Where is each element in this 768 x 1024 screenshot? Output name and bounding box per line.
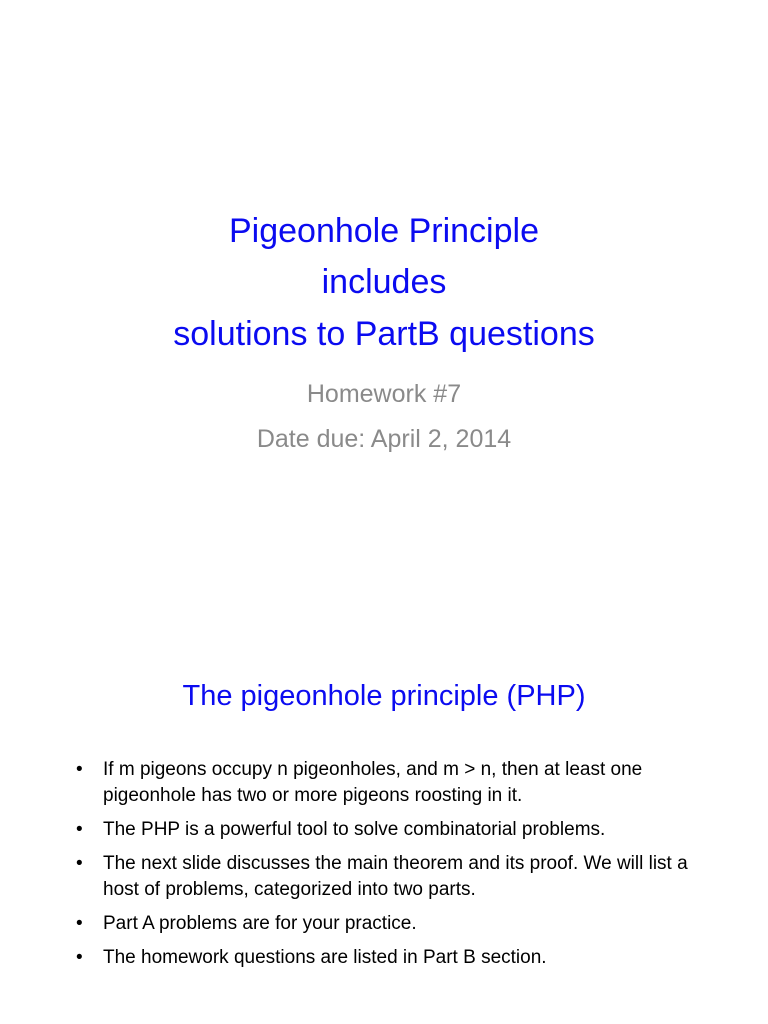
- bullet-icon: •: [76, 853, 83, 874]
- bullet-item: [76, 945, 716, 971]
- bullet-icon: •: [76, 913, 83, 934]
- due-date: Date due: April 2, 2014: [256, 425, 512, 453]
- bullet-text: If m pigeons occupy n pigeonholes, and m > n, then at least one pigeonhole has two or more pigeons roosting in it.: [103, 759, 643, 806]
- bullet-icon: •: [76, 819, 83, 840]
- bullet-text: The next slide discusses the main theorem and its proof. We will list a host of problems, categorized into two parts.: [103, 853, 688, 900]
- bullet-item: [76, 757, 716, 809]
- slide-title-line-3: solutions to PartB questions: [173, 315, 595, 353]
- bullet-item: [76, 911, 716, 937]
- slide-title-line-1: Pigeonhole Principle: [229, 212, 539, 250]
- bullet-item: [76, 817, 716, 843]
- bullet-text: The PHP is a powerful tool to solve combinatorial problems.: [103, 819, 606, 840]
- bullet-list: [76, 757, 716, 979]
- bullet-text: Part A problems are for your practice.: [103, 913, 417, 934]
- homework-number: Homework #7: [306, 380, 462, 408]
- bullet-icon: •: [76, 759, 83, 780]
- bullet-icon: •: [76, 947, 83, 968]
- bullet-item: [76, 851, 716, 903]
- slide-title-line-2: includes: [321, 263, 447, 301]
- bullet-text: The homework questions are listed in Part B section.: [103, 947, 547, 968]
- php-slide-title: The pigeonhole principle (PHP): [182, 680, 586, 712]
